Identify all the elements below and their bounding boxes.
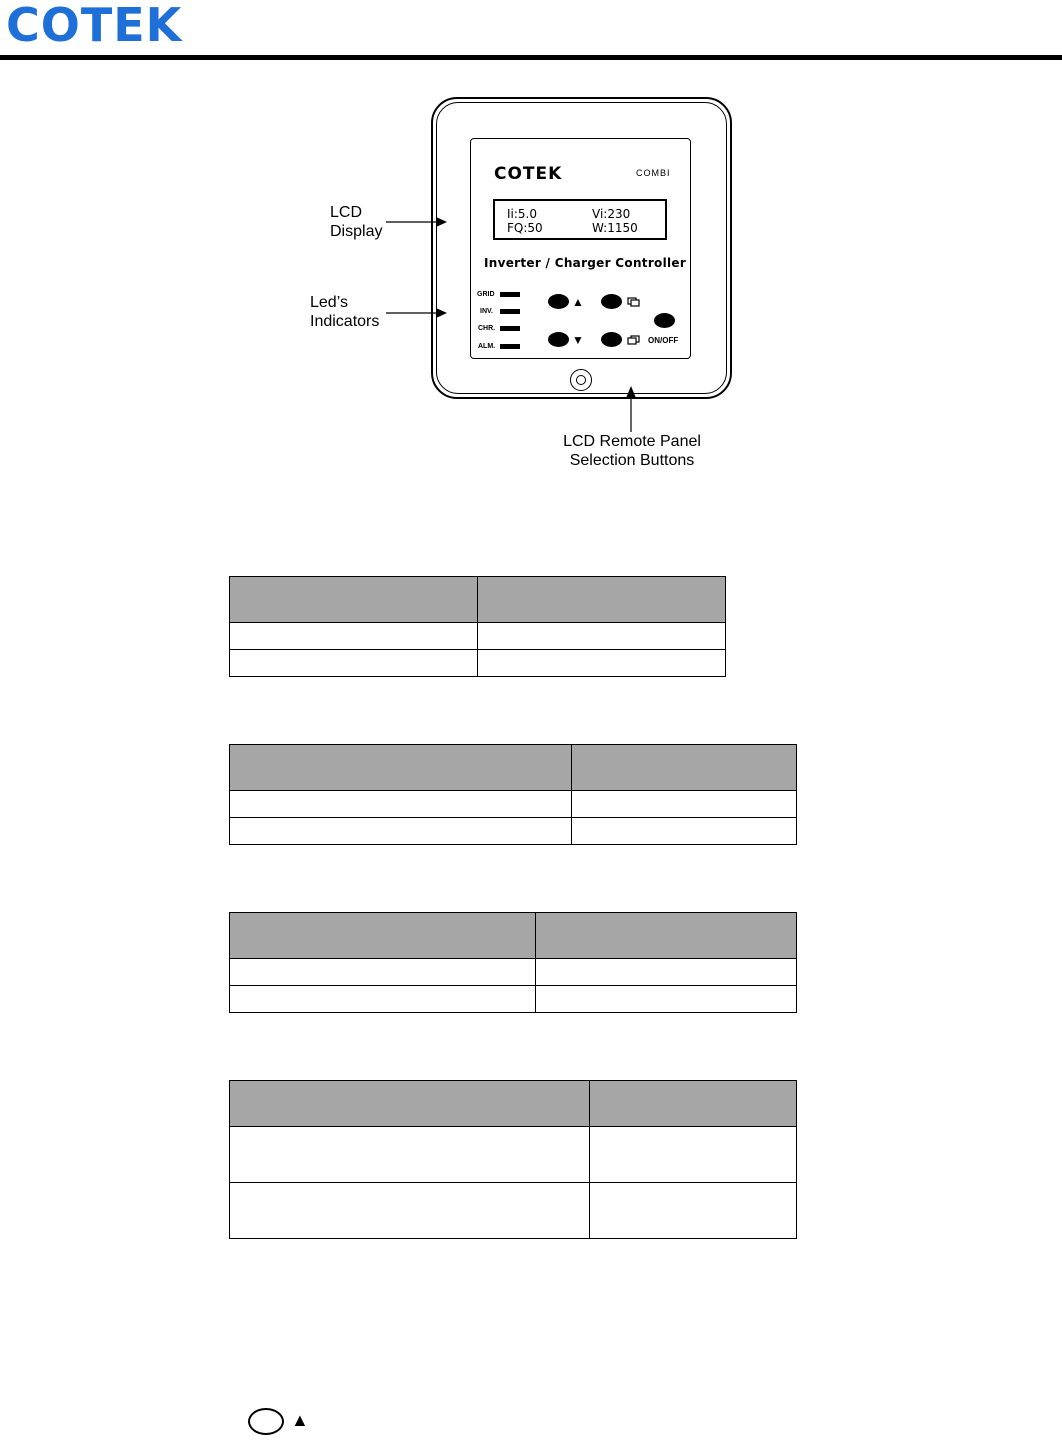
table-header-cell	[590, 1081, 797, 1127]
table-cell	[230, 1127, 590, 1183]
page-back-button[interactable]	[601, 332, 622, 347]
up-triangle-icon: ▲	[291, 1410, 309, 1430]
table-cell	[230, 959, 536, 986]
table-row	[230, 623, 726, 650]
table-header	[230, 745, 797, 791]
page-forward-button[interactable]	[601, 294, 622, 309]
spec-table-1	[229, 576, 726, 677]
table-row	[230, 1127, 797, 1183]
callout-leds-line1: Led’s	[310, 294, 348, 311]
table-cell	[230, 1183, 590, 1239]
lcd-input-voltage: Vi:230	[592, 207, 631, 221]
lcd-frequency: FQ:50	[507, 221, 543, 235]
table-header	[230, 913, 797, 959]
callout-remote-buttons	[557, 432, 707, 470]
lcd-input-current: Ii:5.0	[507, 207, 537, 221]
on-off-button[interactable]	[654, 313, 675, 328]
up-button-outline-icon	[248, 1408, 284, 1435]
table-cell	[536, 986, 797, 1013]
led-inv	[500, 309, 520, 314]
table-header	[230, 577, 726, 623]
led-alm	[500, 344, 520, 349]
table-cell	[590, 1127, 797, 1183]
table-header-cell	[230, 1081, 590, 1127]
table-cell	[590, 1183, 797, 1239]
table-row	[230, 986, 797, 1013]
table-header-cell	[478, 577, 726, 623]
cotek-logo: COTEK	[6, 0, 183, 52]
table-cell	[230, 650, 478, 677]
lcd-watts: W:1150	[592, 221, 638, 235]
callout-remote-line2: Selection Buttons	[569, 452, 695, 469]
callout-leds	[310, 293, 379, 331]
table-cell	[478, 623, 726, 650]
header-divider	[0, 55, 1062, 60]
down-button[interactable]	[548, 332, 569, 347]
callout-lcd-line2: Display	[330, 223, 383, 240]
table-cell	[230, 986, 536, 1013]
on-off-label: ON/OFF	[648, 336, 679, 345]
up-arrow-icon: ▲	[572, 295, 584, 309]
spec-table-4	[229, 1080, 797, 1239]
table-row	[230, 959, 797, 986]
table-header-cell	[536, 913, 797, 959]
panel-brand: COTEK	[494, 164, 563, 184]
table-cell	[478, 650, 726, 677]
panel-screw-icon	[570, 369, 592, 391]
callout-remote-line1: LCD Remote Panel	[563, 433, 701, 450]
callout-lcd-line1: LCD	[330, 204, 363, 221]
table-cell	[536, 959, 797, 986]
led-label-grid: GRID	[477, 291, 495, 298]
spec-table-2	[229, 744, 797, 845]
table-header-cell	[572, 745, 797, 791]
table-cell	[230, 791, 572, 818]
led-grid	[500, 292, 520, 297]
table-header	[230, 1081, 797, 1127]
page-forward-icon	[627, 297, 641, 307]
table-cell	[230, 623, 478, 650]
controller-title: Inverter / Charger Controller	[484, 256, 687, 270]
lcd-display	[493, 199, 667, 240]
table-header-cell	[230, 577, 478, 623]
callout-lcd-display	[330, 203, 382, 241]
page-back-icon	[627, 335, 641, 345]
table-header-cell	[230, 745, 572, 791]
led-chr	[500, 326, 520, 331]
spec-table-3	[229, 912, 797, 1013]
led-label-chr: CHR.	[478, 325, 496, 332]
led-label-alm: ALM.	[478, 343, 496, 350]
table-cell	[230, 818, 572, 845]
table-row	[230, 818, 797, 845]
callout-leds-line2: Indicators	[310, 313, 380, 330]
table-row	[230, 650, 726, 677]
table-row	[230, 791, 797, 818]
panel-model: COMBI	[636, 168, 671, 178]
table-row	[230, 1183, 797, 1239]
table-cell	[572, 818, 797, 845]
table-cell	[572, 791, 797, 818]
down-arrow-icon: ▼	[572, 333, 584, 347]
up-button[interactable]	[548, 294, 569, 309]
table-header-cell	[230, 913, 536, 959]
led-label-inv: INV.	[480, 308, 493, 315]
